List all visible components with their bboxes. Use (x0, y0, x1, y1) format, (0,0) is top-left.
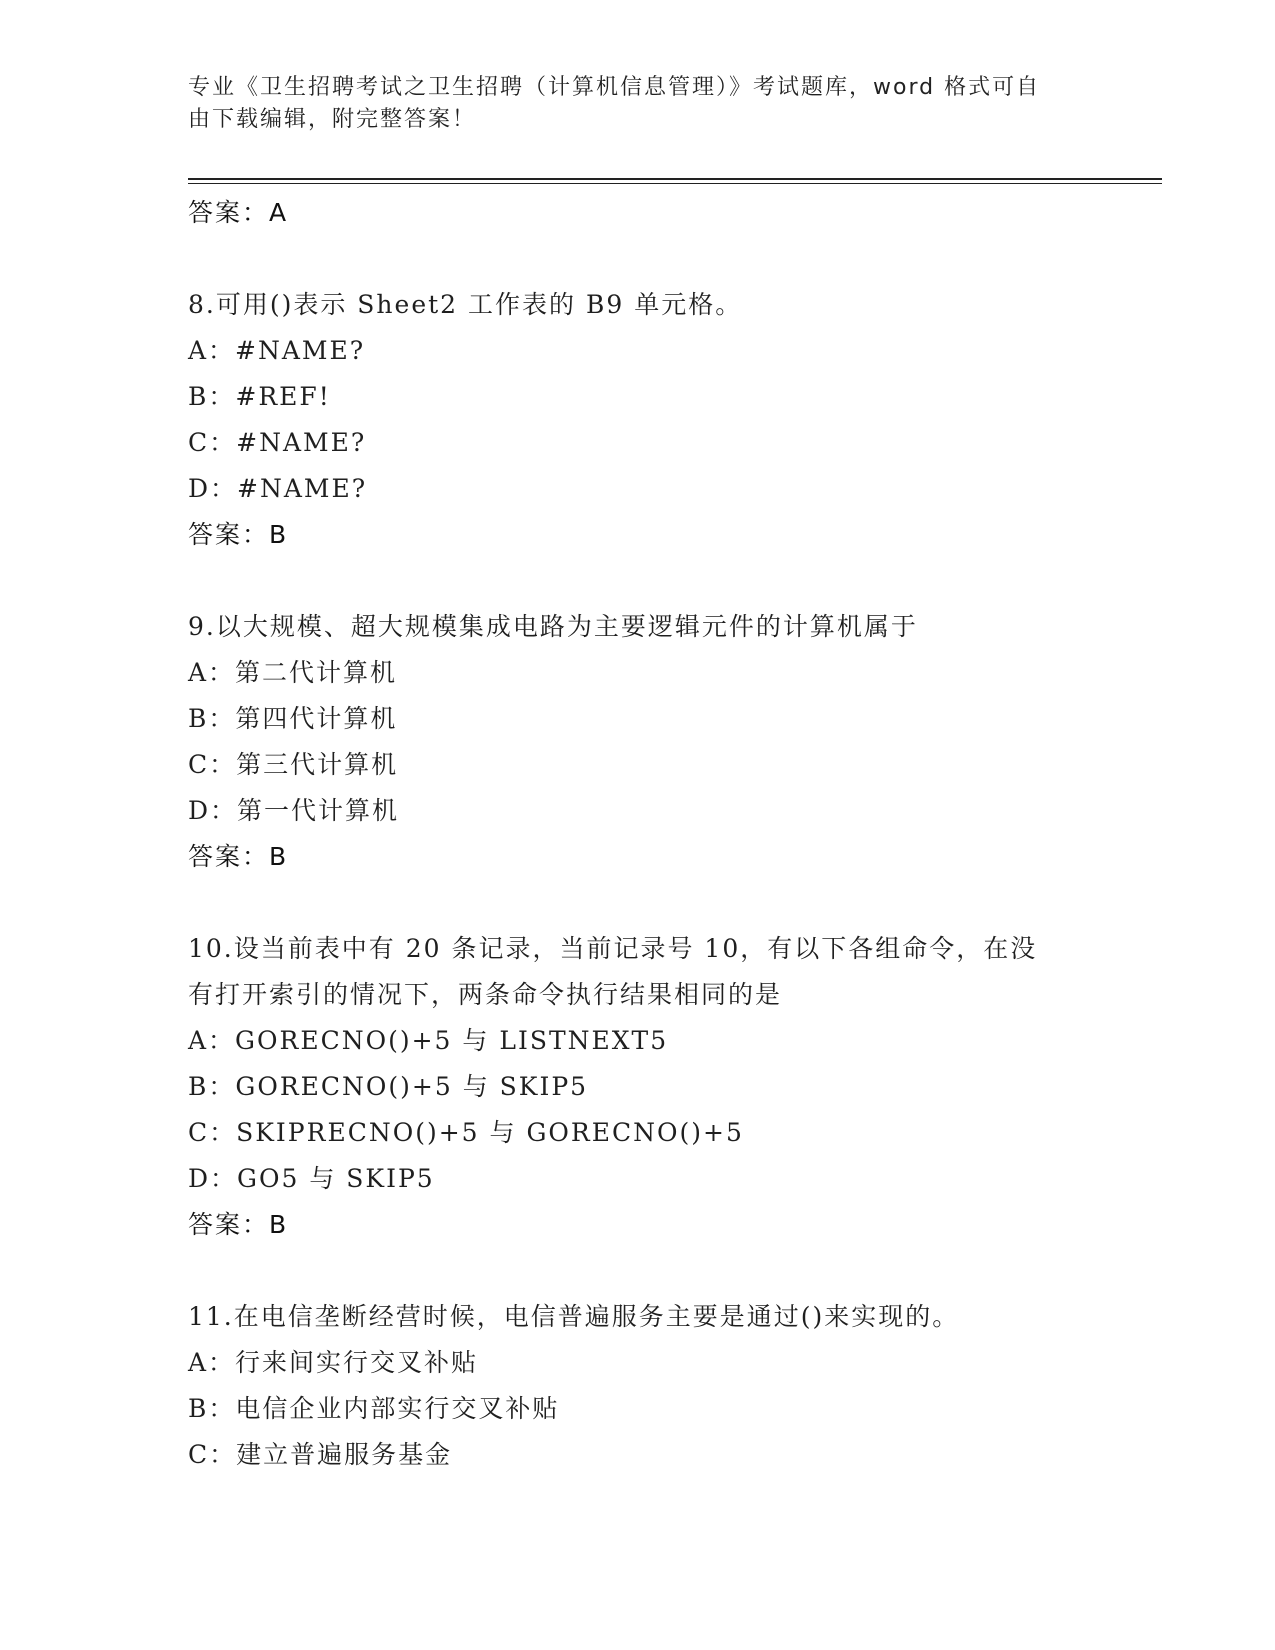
question-text-line-2: 有打开索引的情况下，两条命令执行结果相同的是 (188, 980, 783, 1009)
question-text: 9.以大规模、超大规模集成电路为主要逻辑元件的计算机属于 (188, 612, 918, 641)
question-block (188, 1294, 1088, 1478)
option-b: B：电信企业内部实行交叉补贴 (188, 1394, 560, 1423)
spacer (188, 880, 1088, 926)
option-a: A：第二代计算机 (188, 658, 398, 687)
option-c: C：第三代计算机 (188, 750, 399, 779)
option-a: A：行来间实行交叉补贴 (188, 1348, 479, 1377)
question-text-line-1: 10.设当前表中有 20 条记录，当前记录号 10，有以下各组命令，在没 (188, 934, 1038, 963)
option-c: C：#NAME? (188, 428, 367, 457)
question-text: 8.可用()表示 Sheet2 工作表的 B9 单元格。 (188, 290, 743, 319)
answer-line: 答案：B (188, 520, 289, 549)
document-header (188, 72, 1068, 136)
option-b: B：#REF! (188, 382, 331, 411)
option-d: D：第一代计算机 (188, 796, 400, 825)
option-a: A：#NAME? (188, 336, 366, 365)
option-b: B：第四代计算机 (188, 704, 398, 733)
question-list (188, 190, 1088, 1478)
option-c: C：建立普遍服务基金 (188, 1440, 453, 1469)
header-line-1: 专业《卫生招聘考试之卫生招聘（计算机信息管理）》考试题库，word 格式可自 (188, 75, 1041, 100)
option-a: A：GORECNO()+5 与 LISTNEXT5 (188, 1026, 669, 1055)
answer-line: 答案：B (188, 1210, 289, 1239)
question-block (188, 604, 1088, 880)
spacer (188, 236, 1088, 282)
question-block (188, 926, 1088, 1248)
question-text: 11.在电信垄断经营时候，电信普遍服务主要是通过()来实现的。 (188, 1302, 960, 1331)
header-divider-thick (188, 178, 1162, 180)
option-d: D：GO5 与 SKIP5 (188, 1164, 435, 1193)
spacer (188, 1248, 1088, 1294)
option-d: D：#NAME? (188, 474, 368, 503)
option-b: B：GORECNO()+5 与 SKIP5 (188, 1072, 589, 1101)
header-divider-thin (188, 183, 1162, 184)
header-line-2: 由下载编辑，附完整答案！ (188, 107, 477, 132)
answer-line: 答案：A (188, 198, 289, 227)
option-c: C：SKIPRECNO()+5 与 GORECNO()+5 (188, 1118, 744, 1147)
question-block (188, 282, 1088, 558)
answer-line: 答案：B (188, 842, 289, 871)
spacer (188, 558, 1088, 604)
